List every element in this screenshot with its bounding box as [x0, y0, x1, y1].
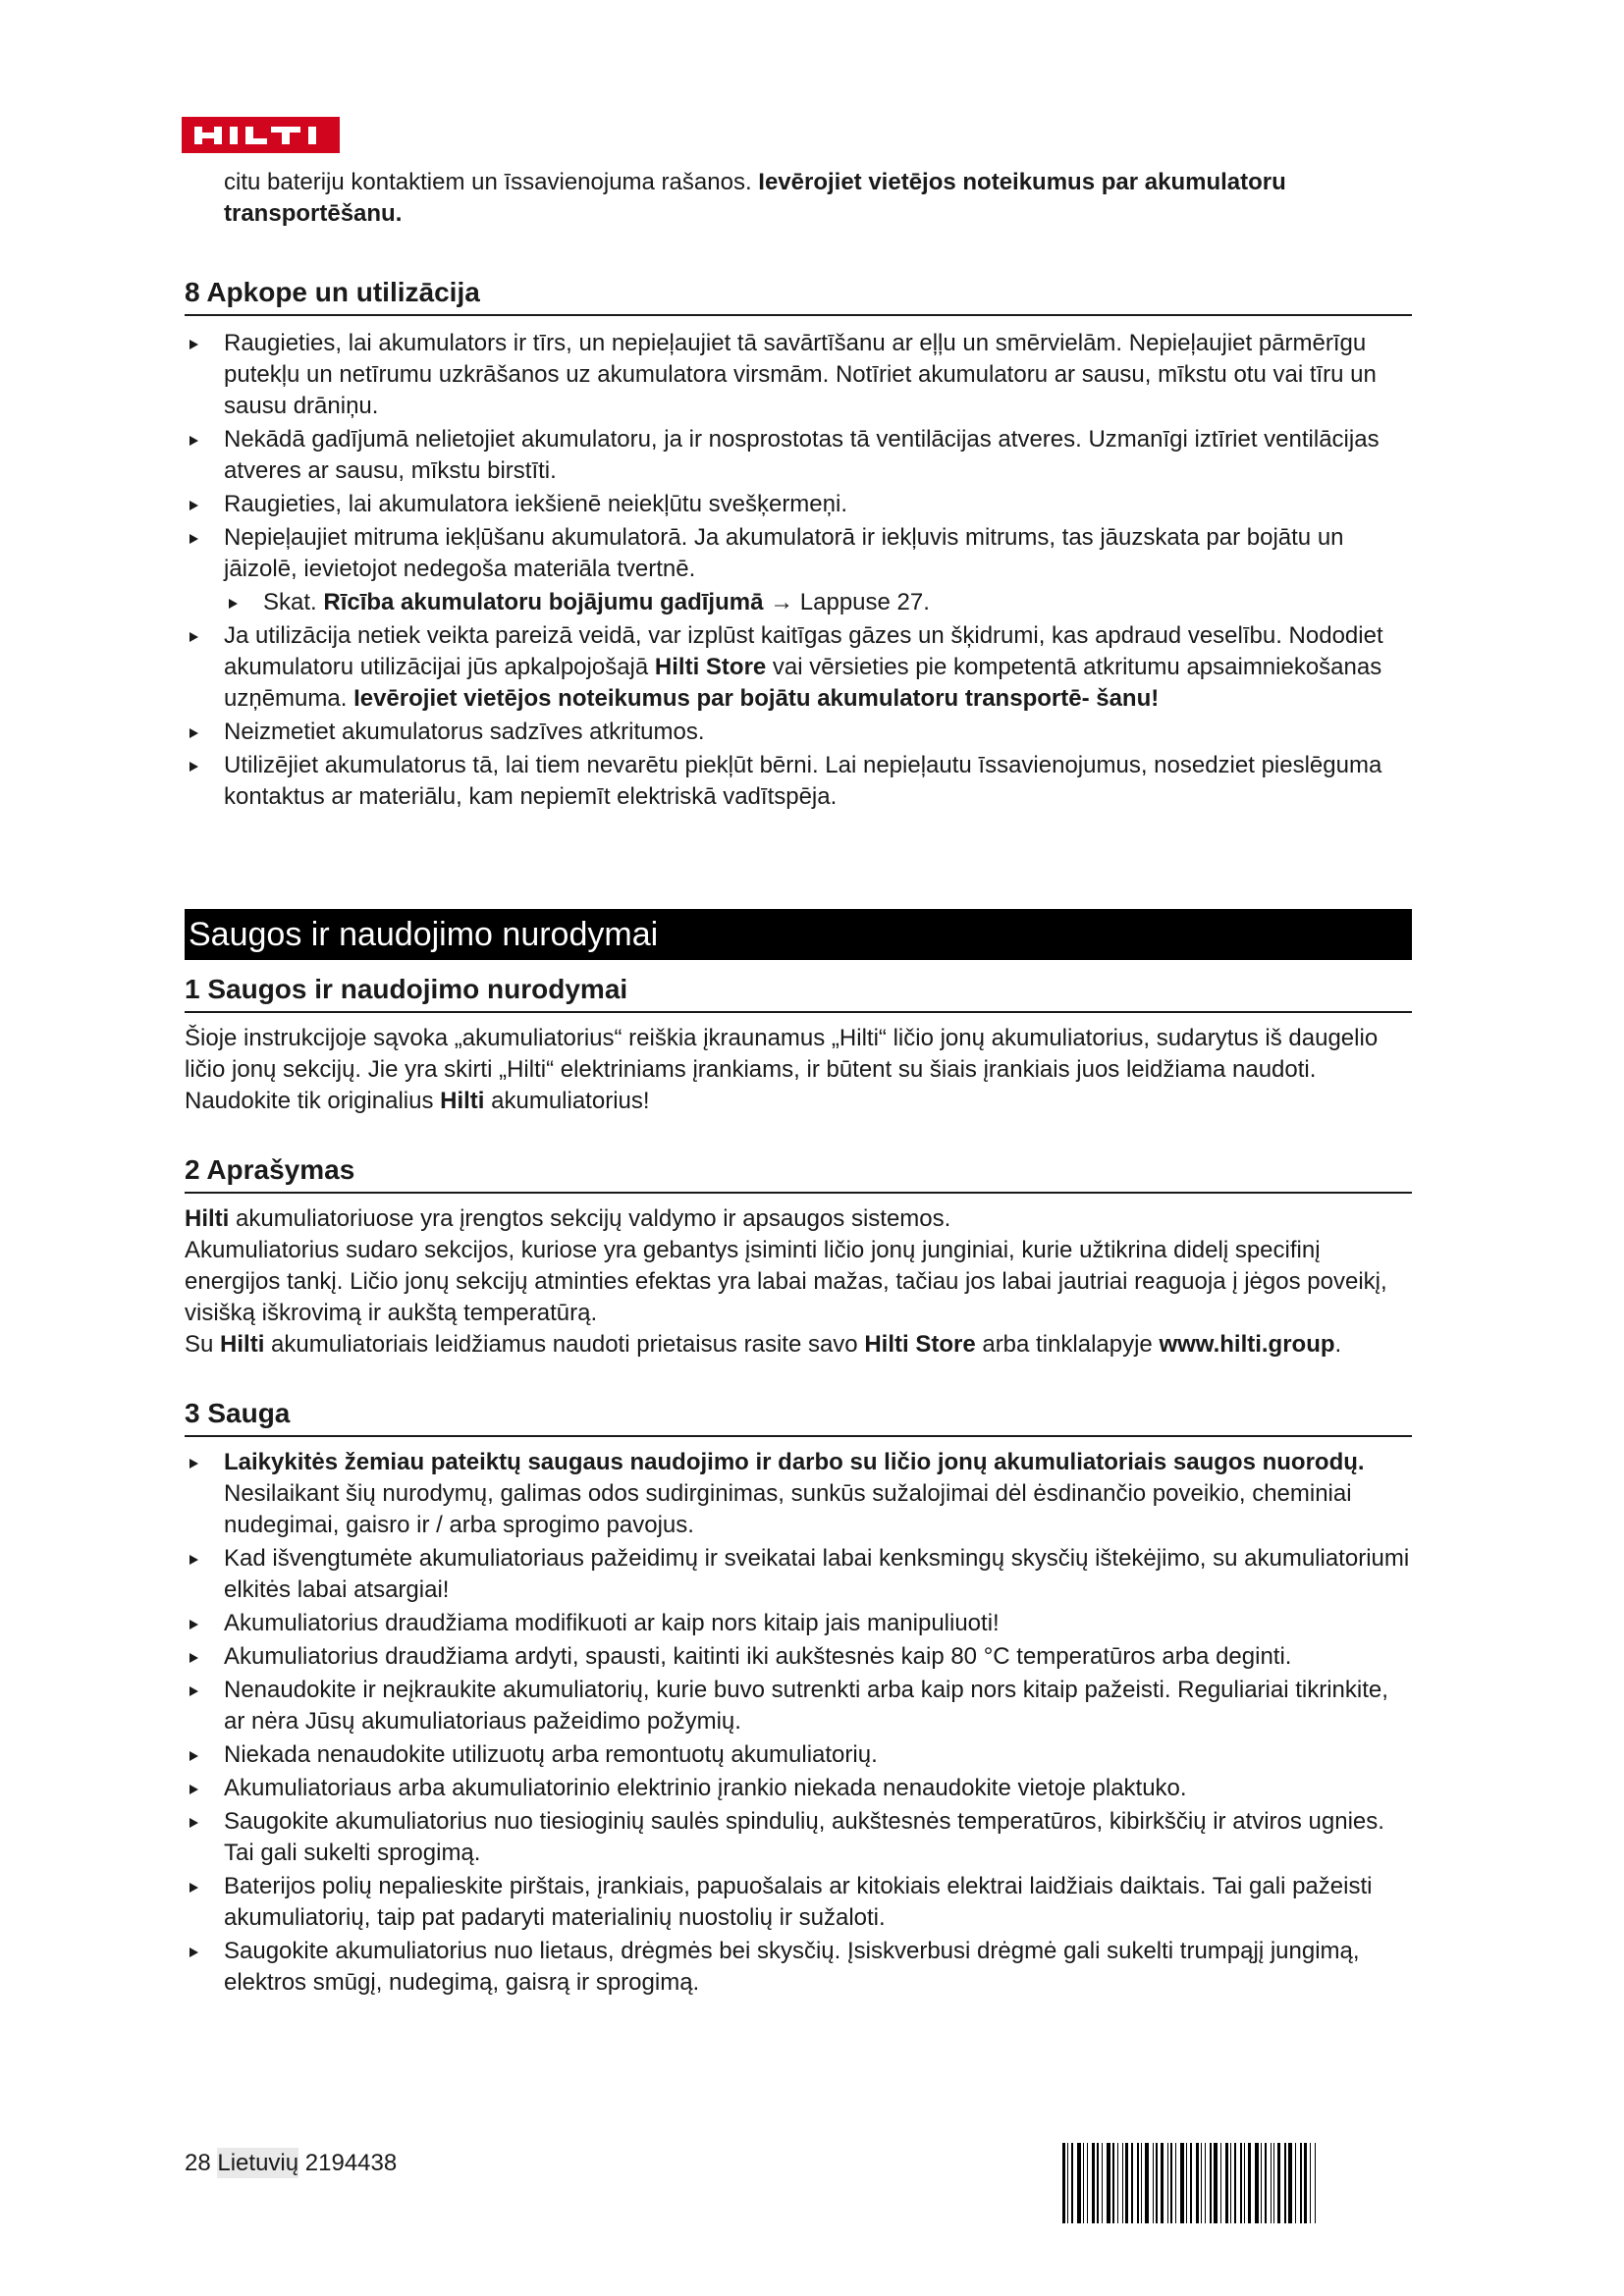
list-item: Saugokite akumuliatorius nuo tiesioginių saulės spindulių, aukštesnės temperatūros, kibirkščių ir atviros ugnies. Tai gali sukelti sprogimą.: [185, 1806, 1412, 1869]
barcode-bar: [1201, 2143, 1202, 2223]
page-number: 28: [185, 2150, 211, 2176]
list-item-text: Ja utilizācija netiek veikta pareizā veidā, var izplūst kaitīgas gāzes un šķidrumi, kas apdraud veselību. Nododiet akumulatoru utilizācijai jūs apkalpojošajā: [224, 622, 1383, 680]
barcode: [1062, 2143, 1412, 2223]
barcode-bar: [1077, 2143, 1081, 2223]
barcode-bar: [1186, 2143, 1187, 2223]
barcode-bar: [1234, 2143, 1236, 2223]
list-item: Kad išvengtumėte akumuliatoriaus pažeidimų ir sveikatai labai kenksmingų skysčių ištekėjimo, su akumuliatoriumi elkitės labai atsargiai!: [185, 1543, 1412, 1606]
section-1-heading: 1 Saugos ir naudojimo nurodymai: [185, 970, 1412, 1013]
hilti-logo: [182, 117, 340, 153]
hilti-bold: Hilti: [440, 1088, 485, 1114]
barcode-bar: [1153, 2143, 1154, 2223]
section-8-list: [185, 328, 1412, 813]
barcode-bar: [1062, 2143, 1065, 2223]
barcode-bar: [1265, 2143, 1267, 2223]
barcode-bar: [1112, 2143, 1114, 2223]
hilti-bold: Hilti: [220, 1331, 265, 1358]
paragraph-text: akumuliatoriuose yra įrengtos sekcijų valdymo ir apsaugos sistemos.: [229, 1205, 951, 1232]
barcode-bar: [1125, 2143, 1128, 2223]
list-item-text: Nepieļaujiet mitruma iekļūšanu akumulatorā. Ja akumulatorā ir iekļuvis mitrums, tas jāuzskata par bojātu un jāizolē, ievietojot nedegoša materiāla tvertnē.: [224, 524, 1344, 582]
cross-reference[interactable]: [224, 587, 1412, 618]
paragraph-text: akumuliatorius!: [484, 1088, 650, 1114]
list-item: Raugieties, lai akumulators ir tīrs, un nepieļaujiet tā savārtīšanu ar eļļu un smērvielām. Nepieļaujiet pārmērīgu putekļu un netīrumu uzkrāšanos uz akumulatora virsmām. Notīriet akumulatoru ar sausu, mīkstu otu vai tīru un sausu drāniņu.: [185, 328, 1412, 422]
hilti-store-bold: Hilti Store: [864, 1331, 976, 1358]
barcode-bar: [1190, 2143, 1192, 2223]
section-1-paragraph: [185, 1023, 1412, 1117]
barcode-bar: [1145, 2143, 1149, 2223]
barcode-bar: [1255, 2143, 1259, 2223]
paragraph-text: akumuliatoriais leidžiamus naudoti prietaisus rasite savo: [264, 1331, 865, 1358]
list-item: Saugokite akumuliatorius nuo lietaus, drėgmės bei skysčių. Įsiskverbusi drėgmė gali sukelti trumpąjį jungimą, elektros smūgį, nudegimą, gaisrą ir sprogimą.: [185, 1936, 1412, 1999]
barcode-bar: [1271, 2143, 1272, 2223]
list-item: Nekādā gadījumā nelietojiet akumulatoru, ja ir nosprostotas tā ventilācijas atveres. Uzmanīgi iztīriet ventilācijas atveres ar sausu, mīkstu birstīti.: [185, 424, 1412, 487]
page-content: [185, 167, 1412, 1999]
footer-language: Lietuvių: [217, 2150, 299, 2176]
paragraph-text: Su: [185, 1331, 221, 1358]
barcode-bar: [1300, 2143, 1302, 2223]
list-item: Akumuliatoriaus arba akumuliatorinio elektrinio įrankio niekada nenaudokite vietoje plaktuko.: [185, 1773, 1412, 1804]
list-item: [185, 1447, 1412, 1541]
list-item: [185, 522, 1412, 618]
barcode-bar: [1102, 2143, 1103, 2223]
section-2-paragraph-2: Akumuliatorius sudaro sekcijos, kuriose yra gebantys įsiminti ličio jonų junginiai, kurie užtikrina didelį specifinį energijos tankį. Ličio jonų sekcijų atminties efektas yra labai mažas, tačiau jos labai jautriai reaguoja į jėgos poveikį, visišką iškrovimą ir aukštą temperatūrą.: [185, 1237, 1387, 1326]
barcode-bar: [1248, 2143, 1251, 2223]
sub-list: [224, 587, 1412, 618]
barcode-bar: [1295, 2143, 1296, 2223]
xref-pre: Skat.: [263, 589, 324, 615]
section-3-list: [185, 1447, 1412, 1999]
list-item: Neizmetiet akumulatorus sadzīves atkritumos.: [185, 717, 1412, 748]
section-2-paragraph-1: [185, 1203, 1412, 1235]
barcode-bar: [1071, 2143, 1073, 2223]
list-item: Utilizējiet akumulatorus tā, lai tiem nevarētu piekļūt bērni. Lai nepieļautu īssavienojumus, nosedziet pieslēguma kontaktus ar materiālu, kam nepiemīt elektriskā vadītspēja.: [185, 750, 1412, 813]
list-item: Niekada nenaudokite utilizuotų arba remontuotų akumuliatorių.: [185, 1739, 1412, 1771]
list-item: Raugieties, lai akumulatora iekšienē neiekļūtu svešķermeņi.: [185, 489, 1412, 520]
barcode-bar: [1156, 2143, 1158, 2223]
list-item: Nenaudokite ir neįkraukite akumuliatorių, kurie buvo sutrenkti arba kaip nors kitaip pažeisti. Reguliariai tikrinkite, ar nėra Jūsų akumuliatoriaus pažeidimo požymių.: [185, 1675, 1412, 1737]
barcode-bar: [1117, 2143, 1118, 2223]
paragraph-text: .: [1334, 1331, 1342, 1358]
paragraph-text: Šioje instrukcijoje sąvoka „akumuliatorius“ reiškia įkraunamus „Hilti“ ličio jonų akumuliatorius, sudarytus iš daugelio ličio jonų sekcijų. Jie yra skirti „Hilti“ elektriniams įrankiams, ir būtent su šiais įrankiais juos leidžiama naudoti. Naudokite tik originalius: [185, 1025, 1379, 1114]
list-item-text: vai vērsieties pie kompetentā atkritumu apsaimniekošanas uzņēmuma.: [224, 654, 1382, 712]
barcode-bar: [1288, 2143, 1292, 2223]
website-link[interactable]: www.hilti.group: [1159, 1331, 1335, 1358]
barcode-bar: [1210, 2143, 1212, 2223]
barcode-bar: [1261, 2143, 1262, 2223]
footer-doc-number: 2194438: [304, 2150, 398, 2176]
intro-text: citu bateriju kontaktiem un īssavienojuma rašanos.: [224, 169, 759, 195]
barcode-bar: [1122, 2143, 1123, 2223]
section-3-heading: 3 Sauga: [185, 1394, 1412, 1437]
intro-paragraph: [224, 167, 1412, 230]
barcode-bar: [1240, 2143, 1242, 2223]
barcode-bar: [1310, 2143, 1311, 2223]
barcode-bar: [1067, 2143, 1068, 2223]
barcode-bar: [1244, 2143, 1245, 2223]
barcode-bar: [1083, 2143, 1084, 2223]
barcode-bar: [1304, 2143, 1307, 2223]
section-8-heading: 8 Apkope un utilizācija: [185, 273, 1412, 316]
barcode-bar: [1137, 2143, 1139, 2223]
xref-title: Rīcība akumulatoru bojājumu gadījumā: [323, 589, 764, 615]
barcode-bar: [1161, 2143, 1164, 2223]
barcode-bar: [1214, 2143, 1218, 2223]
barcode-bar: [1205, 2143, 1206, 2223]
list-item: Baterijos polių nepalieskite pirštais, įrankiais, papuošalais ar kitokiais elektrai laidžiais daiktais. Tai gali pažeisti akumuliatorių, taip pat padaryti materialinių nuostolių ir sužaloti.: [185, 1871, 1412, 1934]
xref-page: → Lappuse 27.: [763, 589, 930, 615]
barcode-bar: [1277, 2143, 1280, 2223]
list-item: Akumuliatorius draudžiama ardyti, spausti, kaitinti iki aukštesnės kaip 80 °C temperatūros arba deginti.: [185, 1641, 1412, 1673]
barcode-bar: [1167, 2143, 1168, 2223]
barcode-bar: [1170, 2143, 1172, 2223]
barcode-bar: [1284, 2143, 1286, 2223]
warning-bold: Ievērojiet vietējos noteikumus par bojātu akumulatoru transportē- šanu!: [353, 685, 1160, 712]
hilti-wordmark: [192, 125, 330, 146]
barcode-bar: [1087, 2143, 1088, 2223]
barcode-bar: [1107, 2143, 1110, 2223]
barcode-bar: [1225, 2143, 1228, 2223]
barcode-bar: [1230, 2143, 1231, 2223]
barcode-bar: [1131, 2143, 1133, 2223]
page-footer: [185, 2150, 397, 2177]
barcode-bar: [1220, 2143, 1221, 2223]
list-item: Akumuliatorius draudžiama modifikuoti ar kaip nors kitaip jais manipuliuoti!: [185, 1608, 1412, 1639]
list-item-bold: Laikykitės žemiau pateiktų saugaus naudojimo ir darbo su ličio jonų akumuliatoriais saugos nuorodų.: [224, 1449, 1365, 1475]
barcode-bar: [1180, 2143, 1184, 2223]
intro-bold: Ievērojiet vietējos noteikumus par akumulatoru transportēšanu.: [224, 169, 1286, 227]
chapter-banner: Saugos ir naudojimo nurodymai: [185, 909, 1412, 960]
list-item: [185, 620, 1412, 715]
section-2-heading: 2 Aprašymas: [185, 1150, 1412, 1194]
barcode-bar: [1175, 2143, 1176, 2223]
hilti-store-bold: Hilti Store: [654, 654, 767, 680]
list-item-text: Nesilaikant šių nurodymų, galimas odos sudirginimas, sunkūs sužalojimai dėl ėsdinančio poveikio, cheminiai nudegimai, gaisro ir / arba sprogimo pavojus.: [224, 1480, 1352, 1538]
barcode-bar: [1092, 2143, 1095, 2223]
section-2-paragraph-3: [185, 1329, 1412, 1361]
barcode-bar: [1097, 2143, 1099, 2223]
barcode-bar: [1273, 2143, 1274, 2223]
barcode-bar: [1141, 2143, 1142, 2223]
barcode-bar: [1196, 2143, 1199, 2223]
hilti-bold: Hilti: [185, 1205, 230, 1232]
paragraph-text: arba tinklalapyje: [975, 1331, 1160, 1358]
barcode-bar: [1315, 2143, 1316, 2223]
